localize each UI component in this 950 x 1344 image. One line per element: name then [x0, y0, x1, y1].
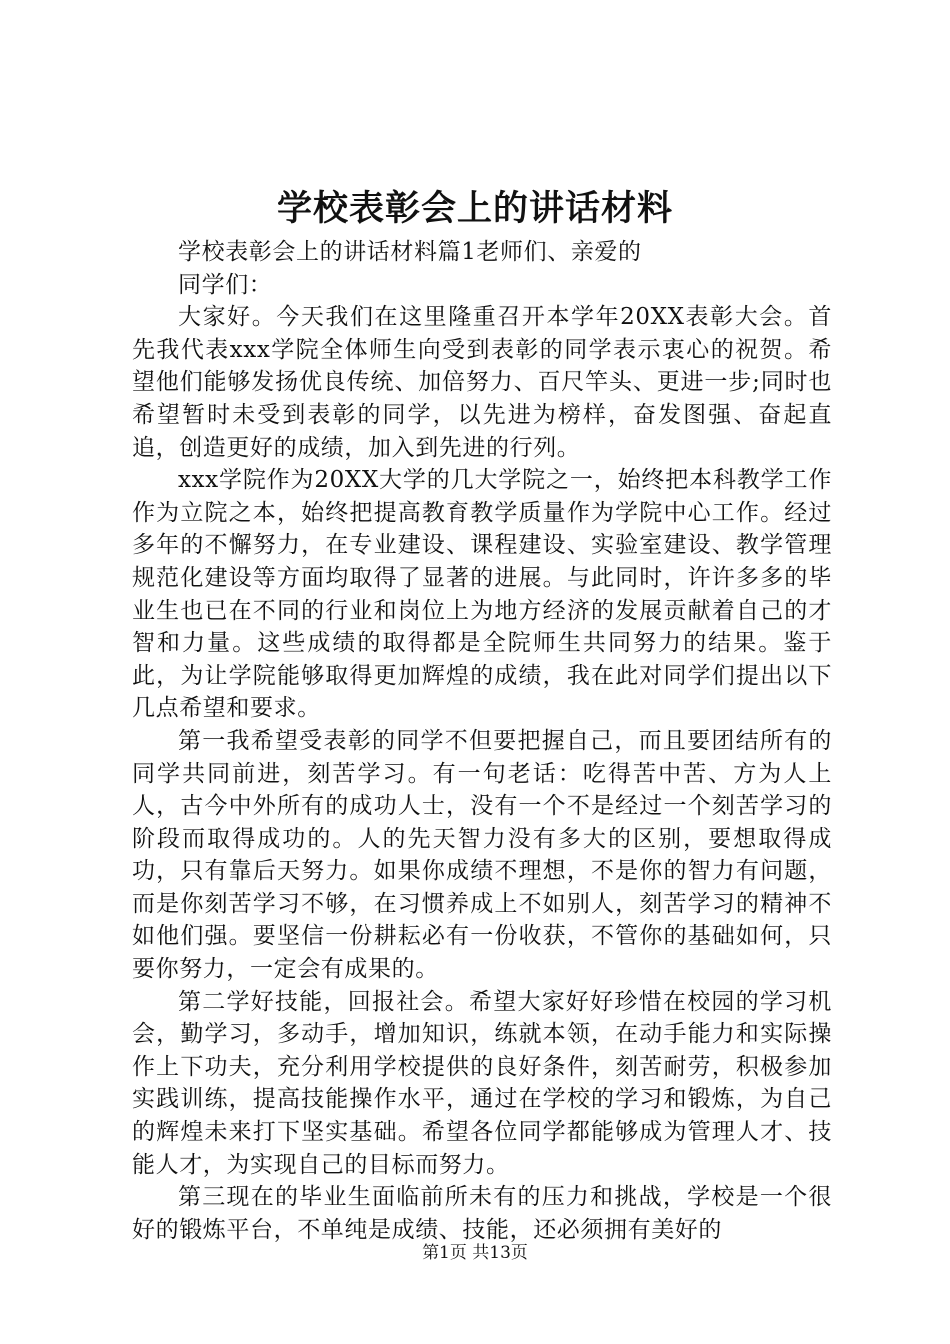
paragraph: 大家好。今天我们在这里隆重召开本学年20XX表彰大会。首先我代表xxx学院全体师生向受到表彰的同学表示衷心的祝贺。希望他们能够发扬优良传统、加倍努力、百尺竿头、更进一步;同时也希望暂时未受到表彰的同学，以先进为榜样，奋发图强、奋起直追，创造更好的成绩，加入到先进的行列。: [132, 304, 832, 461]
document-title: 学校表彰会上的讲话材料: [276, 188, 673, 229]
page-footer: 第1页 共13页: [422, 1243, 528, 1263]
document-body: [132, 236, 832, 1246]
paragraph: xxx学院作为20XX大学的几大学院之一，始终把本科教学工作作为立院之本，始终把提高教育教学质量作为学院中心工作。经过多年的不懈努力，在专业建设、课程建设、实验室建设、教学管理规范化建设等方面均取得了显著的进展。与此同时，许许多多的毕业生也已在不同的行业和岗位上为地方经济的发展贡献着自己的才智和力量。这些成绩的取得都是全院师生共同努力的结果。鉴于此，为让学院能够取得更加辉煌的成绩，我在此对同学们提出以下几点希望和要求。: [132, 467, 832, 722]
paragraph: 第二学好技能，回报社会。希望大家好好珍惜在校园的学习机会，勤学习，多动手，增加知识，练就本领，在动手能力和实际操作上下功夫，充分利用学校提供的良好条件，刻苦耐劳，积极参加实践训练，提高技能操作水平，通过在学校的学习和锻炼，为自己的辉煌未来打下坚实基础。希望各位同学都能够成为管理人才、技能人才，为实现自己的目标而努力。: [132, 988, 832, 1178]
paragraph: 第一我希望受表彰的同学不但要把握自己，而且要团结所有的同学共同前进，刻苦学习。有一句老话：吃得苦中苦、方为人上人，古今中外所有的成功人士，没有一个不是经过一个刻苦学习的阶段而取得成功的。人的先天智力没有多大的区别，要想取得成功，只有靠后天努力。如果你成绩不理想，不是你的智力有问题，而是你刻苦学习不够，在习惯养成上不如别人，刻苦学习的精神不如他们强。要坚信一份耕耘必有一份收获，不管你的基础如何，只要你努力，一定会有成果的。: [132, 727, 832, 983]
paragraph: 第三现在的毕业生面临前所未有的压力和挑战，学校是一个很好的锻炼平台，不单纯是成绩、技能，还必须拥有美好的: [132, 1184, 832, 1243]
paragraph-intro: 学校表彰会上的讲话材料篇1老师们、亲爱的: [178, 239, 642, 265]
paragraph-salutation: 同学们：: [178, 271, 273, 298]
